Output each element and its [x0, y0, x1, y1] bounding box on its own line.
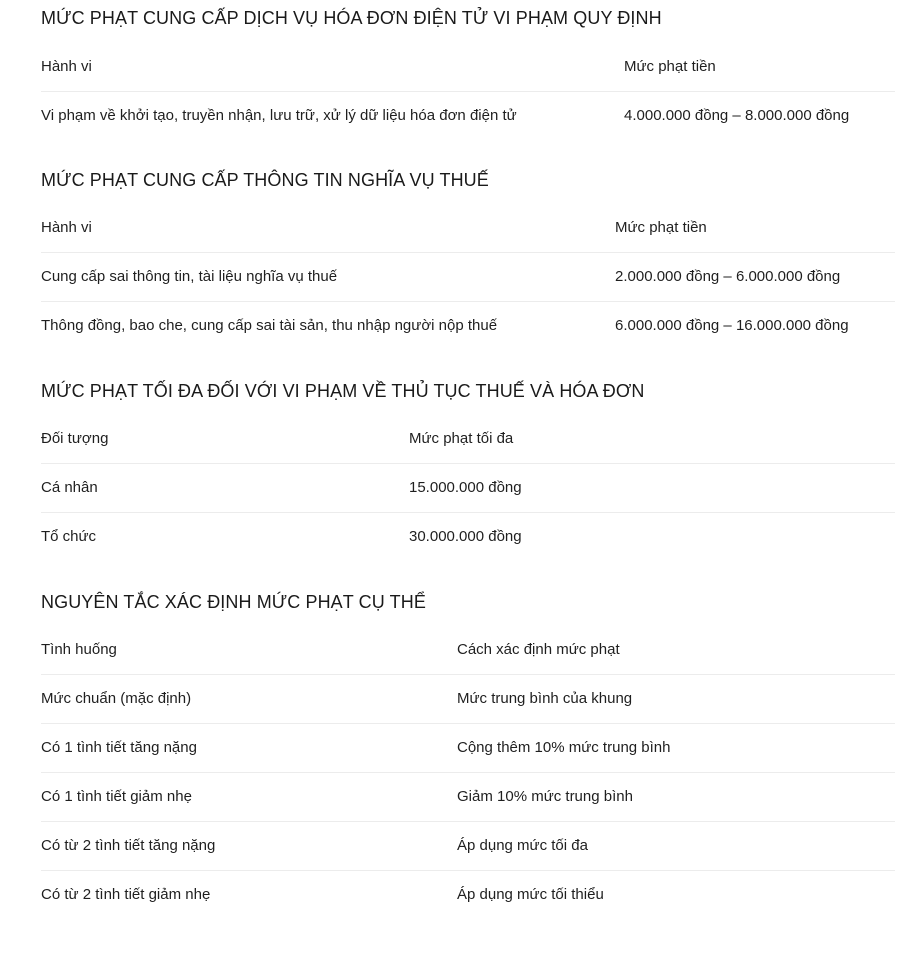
header-cell: Hành vi: [41, 57, 92, 75]
table-cell: Có 1 tình tiết giảm nhẹ: [41, 788, 192, 805]
table-cell: 2.000.000 đồng – 6.000.000 đồng: [615, 268, 841, 285]
header-cell: Mức phạt tối đa: [409, 429, 514, 447]
table-row: [41, 674, 895, 723]
table-row: [41, 870, 895, 919]
section-title: MỨC PHẠT TỐI ĐA ĐỐI VỚI VI PHẠM VỀ THỦ TỤC THUẾ VÀ HÓA ĐƠN: [41, 381, 645, 401]
table-cell: Cộng thêm 10% mức trung bình: [457, 739, 671, 756]
table-header-row: [41, 414, 895, 463]
section-title: MỨC PHẠT CUNG CẤP THÔNG TIN NGHĨA VỤ THUẾ: [41, 170, 489, 190]
table-cell: 6.000.000 đồng – 16.000.000 đồng: [615, 317, 849, 334]
table-row: [41, 463, 895, 512]
header-cell: Tình huống: [41, 640, 117, 658]
table-cell: Cung cấp sai thông tin, tài liệu nghĩa vụ thuế: [41, 268, 338, 285]
penalty-table: [41, 203, 895, 350]
table-cell: Mức chuẩn (mặc định): [41, 690, 192, 707]
table-row: [41, 821, 895, 870]
table-row: [41, 301, 895, 350]
table-cell: Có 1 tình tiết tăng nặng: [41, 739, 197, 756]
header-cell: Mức phạt tiền: [624, 57, 716, 75]
header-cell: Hành vi: [41, 218, 92, 236]
header-cell: Mức phạt tiền: [615, 218, 707, 236]
table-cell: Áp dụng mức tối đa: [457, 837, 588, 854]
table-row: [41, 91, 895, 140]
table-cell: Có từ 2 tình tiết tăng nặng: [41, 837, 216, 854]
table-cell: Giảm 10% mức trung bình: [457, 788, 633, 805]
header-cell: Đối tượng: [41, 429, 109, 447]
table-cell: Cá nhân: [41, 479, 98, 496]
table-cell: Thông đồng, bao che, cung cấp sai tài sản, thu nhập người nộp thuế: [41, 317, 498, 334]
table-row: [41, 512, 895, 561]
table-header-row: [41, 42, 895, 91]
table-cell: 30.000.000 đồng: [409, 528, 522, 545]
table-row: [41, 723, 895, 772]
table-cell: Có từ 2 tình tiết giảm nhẹ: [41, 886, 211, 903]
table-header-row: [41, 203, 895, 252]
table-cell: Mức trung bình của khung: [457, 690, 633, 707]
table-cell: Áp dụng mức tối thiểu: [457, 886, 604, 903]
section-title: MỨC PHẠT CUNG CẤP DỊCH VỤ HÓA ĐƠN ĐIỆN TỬ VI PHẠM QUY ĐỊNH: [41, 8, 662, 28]
table-cell: Vi phạm về khởi tạo, truyền nhận, lưu trữ, xử lý dữ liệu hóa đơn điện tử: [41, 107, 517, 124]
table-cell: 15.000.000 đồng: [409, 479, 522, 496]
table-cell: 4.000.000 đồng – 8.000.000 đồng: [624, 107, 850, 124]
table-header-row: [41, 625, 895, 674]
penalty-table: [41, 625, 895, 919]
header-cell: Cách xác định mức phạt: [457, 640, 620, 658]
penalty-table: [41, 414, 895, 561]
penalty-table: [41, 42, 895, 140]
table-row: [41, 252, 895, 301]
section-title: NGUYÊN TẮC XÁC ĐỊNH MỨC PHẠT CỤ THỂ: [41, 592, 426, 612]
table-cell: Tổ chức: [41, 528, 97, 545]
table-row: [41, 772, 895, 821]
